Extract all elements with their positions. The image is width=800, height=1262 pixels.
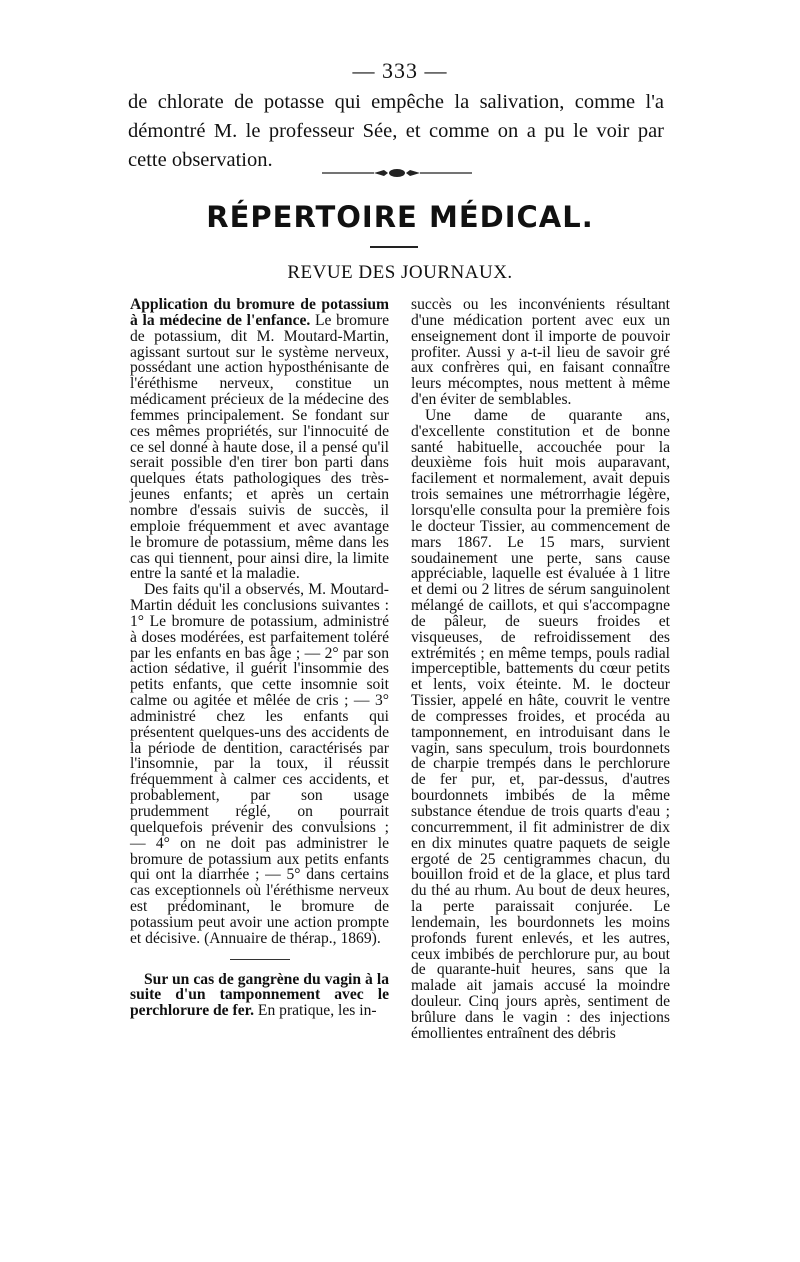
article-2-paragraph-2: Une dame de quarante ans, d'excellente constitution et de bonne santé habituelle, accouchée pour la deuxième fois huit mois auparavant, facilement et normalement, avait depuis trois semaines une métrorrhagie légère, lorsqu'elle consulta pour la première fois le docteur Tissier, au commencement de mars 1867. Le 15 mars, survient soudainement une perte, sans cause appréciable, laquelle est évaluée à 1 litre et demi ou 2 litres de sérum sanguinolent mélangé de caillots, et qui s'accompagne de pâleur, de sueurs froides et visqueuses, de refroidissement des extrémités ; en même temps, pouls radial imperceptible, battements du cœur petits et lents, voix éteinte. M. le docteur Tissier, appelé en hâte, couvrit le ventre de compresses froides, et procéda au tamponnement, en introduisant dans le vagin, sans speculum, trois bourdonnets de charpie trempés dans le perchlorure de fer pur, et, par-dessus, d'autres bourdonnets imbibés de la même substance étendue de trois quarts d'eau ; concurremment, il fit administrer de dix en dix minutes quatre paquets de seigle ergoté de 25 centigrammes chacun, du bouillon froid et de la glace, et plus tard du thé au rhum. Au bout de deux heures, la perte paraissait conjurée. Le lendemain, les bourdonnets les moins profonds furent enlevés, et les autres, ceux imbibés de perchlorure pur, au bout de quarante-huit heures, sans que la malade ait jamais accusé la moindre douleur. Cinq jours après, sentiment de brûlure dans le vagin : des injections émollientes entraînent des débris [411,406,670,1042]
article-1-source: (Annuaire de thérap., 1869). [204,929,381,947]
article-1-paragraph-2 [130,582,389,946]
article-1-paragraph-1 [130,297,389,582]
ornament-divider [322,168,472,178]
intro-paragraph: de chlorate de potasse qui empêche la salivation, comme l'a démontré M. le professeur Sée, et comme on a pu le voir par cette observation. [128,91,664,171]
section-heading: RÉPERTOIRE MÉDICAL. [206,200,594,234]
article-2-title: Sur un cas de gangrène du vagin à la suite d'un tamponnement avec le perchlorure de fer. [130,970,389,1020]
article-1-text-1: Le bromure de potassium, dit M. Moutard-Martin, agissant surtout sur le système nerveux, possédant une action hyposthénisante de l'éréthisme nerveux, constitue un médicament précieux de la médecine des femmes principalement. Se fondant sur ces mêmes propriétés, sur l'innocuité de ce sel donné à haute dose, il a pensé qu'il serait possible d'en tirer bon parti dans quelques états pathologiques des très-jeunes enfants; et après un certain nombre d'essais suivis de succès, il emploie fréquemment et avec avantage le bromure de potassium, même dans les cas qui tiennent, pour ainsi dire, la limite entre la santé et la maladie. [130,311,389,583]
article-separator [230,959,290,960]
page-number: — 333 — [352,58,448,83]
article-2-paragraph-1 [130,972,389,1020]
article-2-text-start: En pratique, les in- [257,1002,377,1020]
heading-rule [370,246,418,248]
article-2-paragraph-continued: succès ou les inconvénients résultant d'une médication portent avec eux un enseignement dont il importe de pouvoir profiter. Aussi y a-t-il lieu de savoir gré aux confrères qui, en faisant connaître leurs mécomptes, nous mettent à même d'en éviter de semblables. [411,296,670,409]
left-column [130,297,389,1019]
right-column [411,297,670,1042]
section-subheading: REVUE DES JOURNAUX. [287,262,513,283]
article-1-text-2: Des faits qu'il a observés, M. Moutard-Martin déduit les conclusions suivantes : 1° Le bromure de potassium, administré à doses modérées, est parfaitement toléré par les enfants en bas âge ; — 2° par son action sédative, il guérit l'insommie des petits enfants, que cette insomnie soit calme ou agitée et mêlée de cris ; — 3° administré chez les enfants qui présentent quelques-uns des accidents de la période de dentition, caractérisés par l'insomnie, par la toux, il réussit fréquemment à calmer ces accidents, et probablement, par son usage prudemment réglé, on pourrait quelquefois prévenir des convulsions ; — 4° on ne doit pas administrer le bromure de potassium aux petits enfants qui ont la diarrhée ; — 5° dans certains cas exceptionnels où l'éréthisme nerveux est prédominant, le bromure de potassium peut avoir une action prompte et décisive. [130,581,389,947]
article-1-title: Application du bromure de potassium à la médecine de l'enfance. [130,296,389,329]
